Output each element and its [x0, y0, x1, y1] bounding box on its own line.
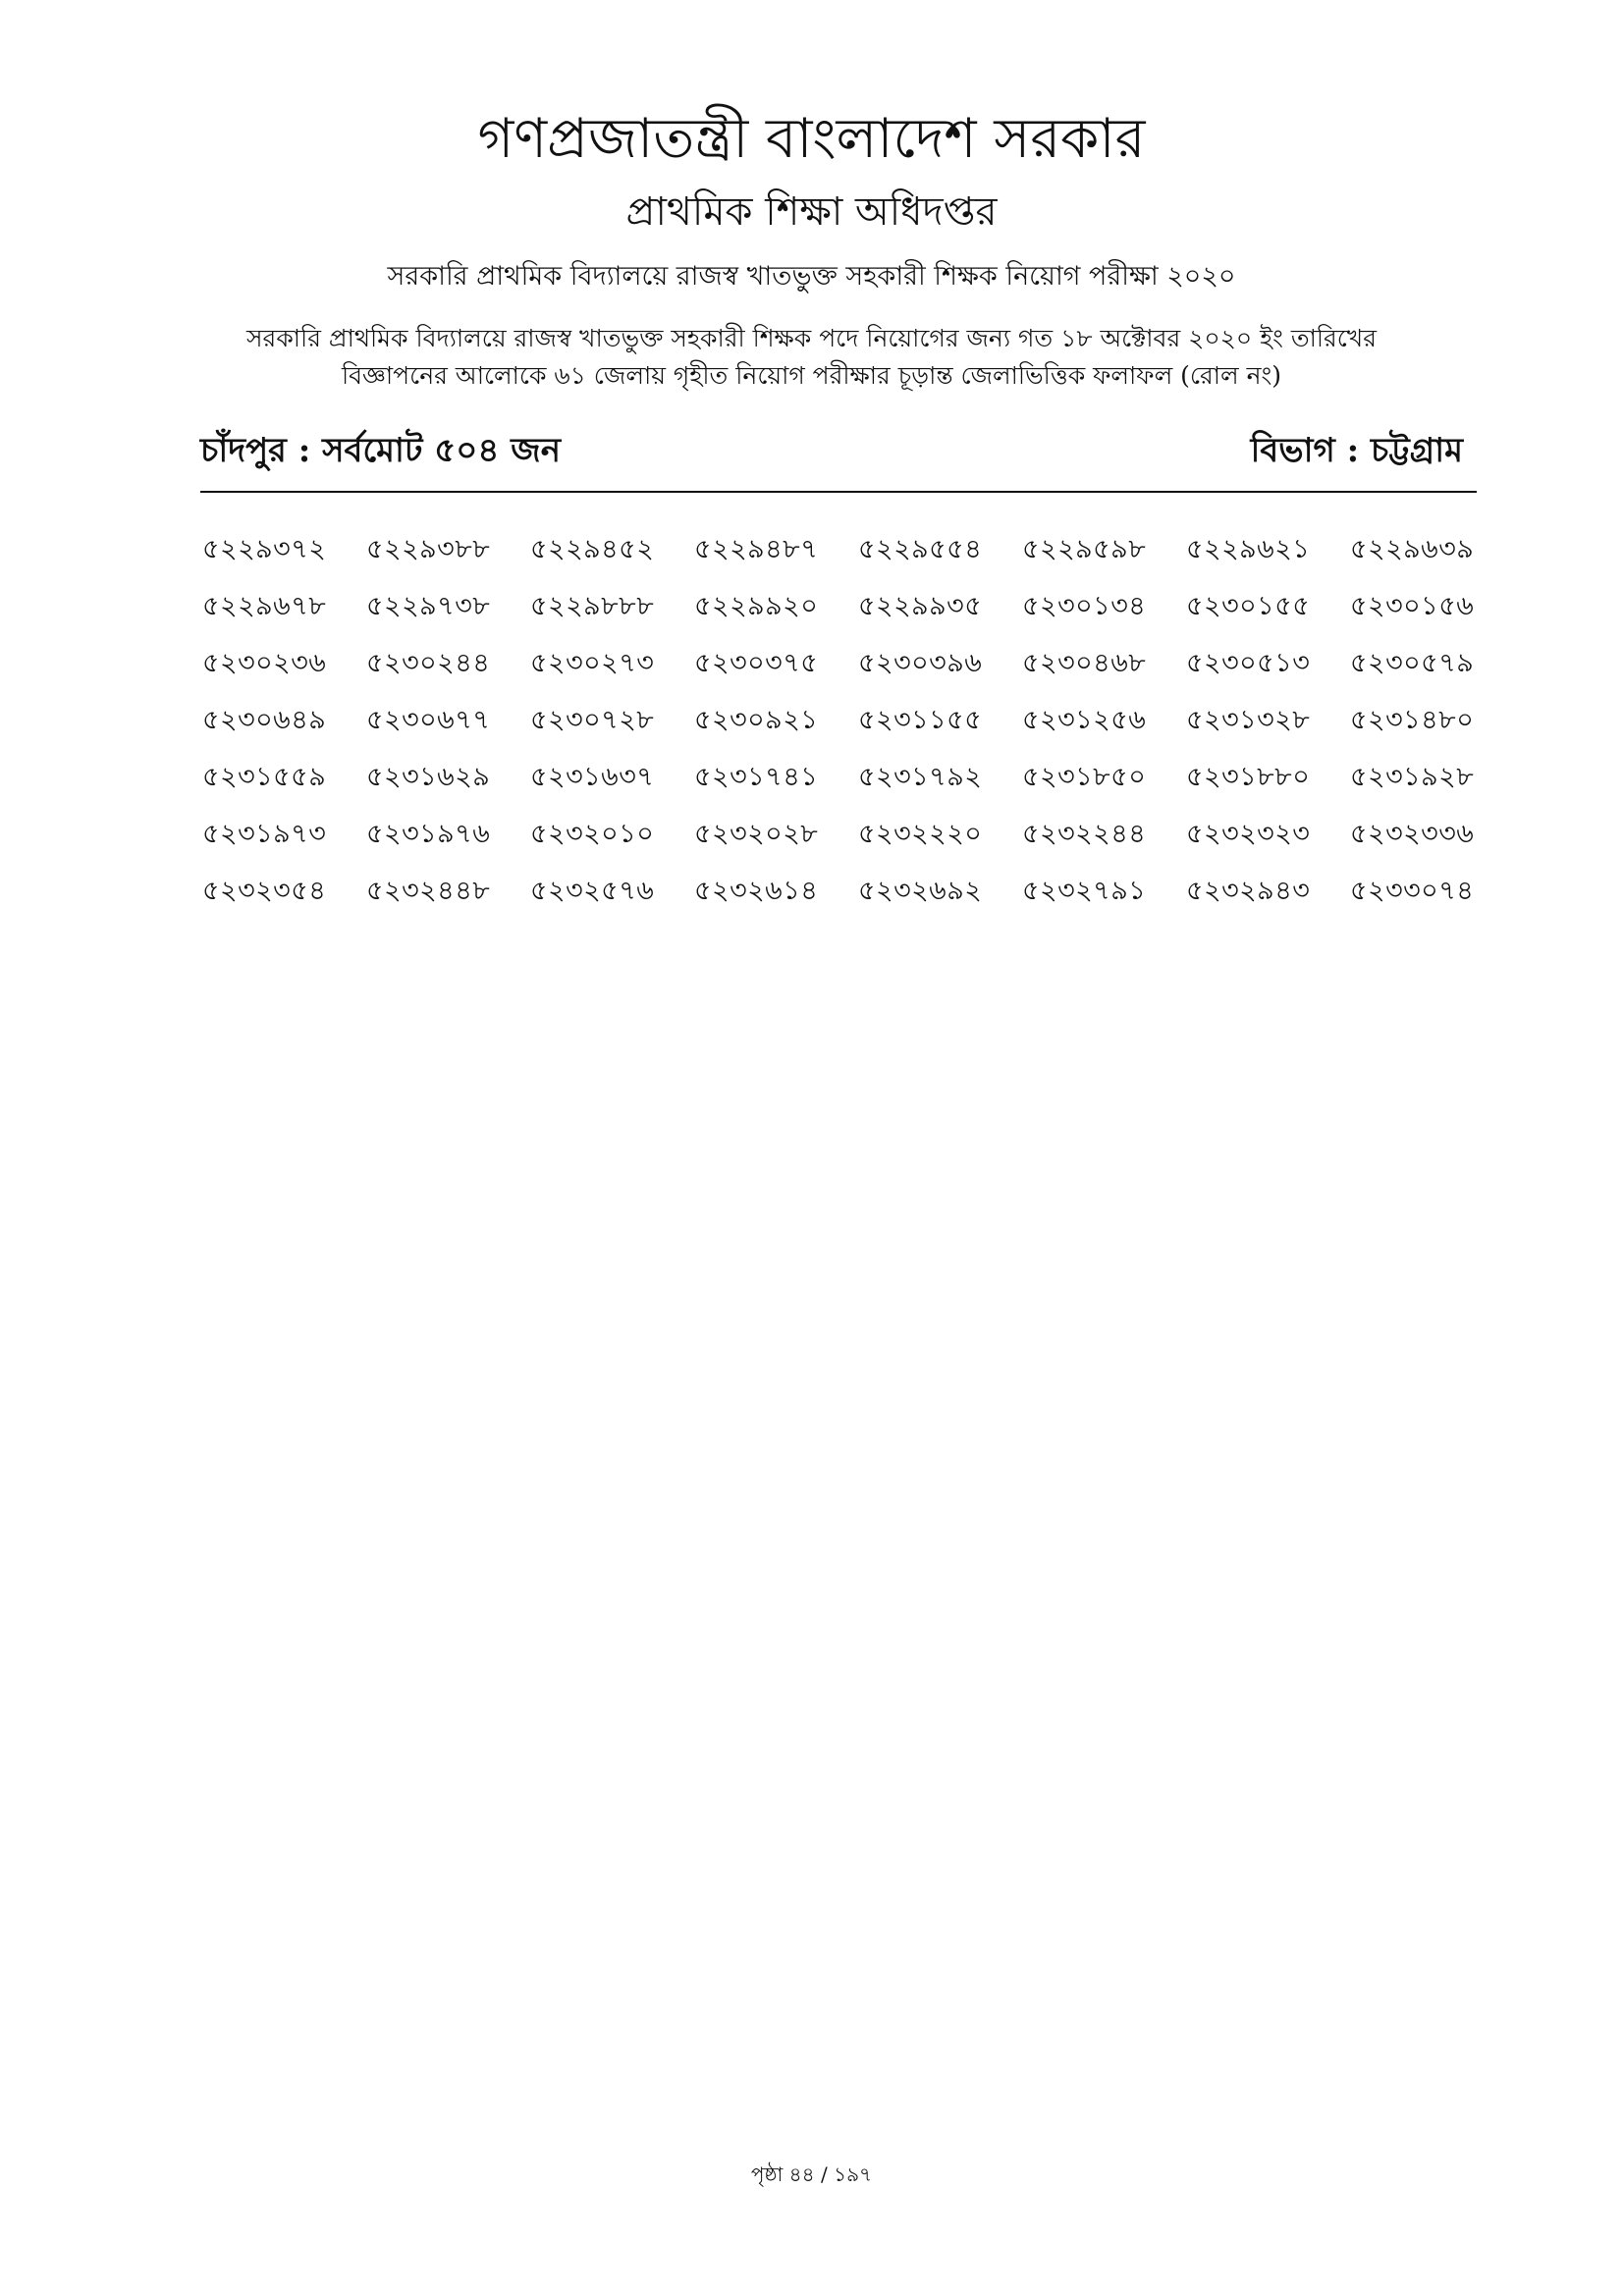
roll-number: ৫২৩০৯২১	[694, 705, 819, 735]
description-line: বিজ্ঞাপনের আলোকে ৬১ জেলায় গৃহীত নিয়োগ পরীক্ষার চূড়ান্ত জেলাভিত্তিক ফলাফল (রোল নং)	[341, 361, 1282, 390]
roll-number: ৫২৩০৫৭৯	[1350, 648, 1475, 678]
roll-number: ৫২৩০২৭৩	[530, 648, 655, 678]
page-number: পৃষ্ঠা ৪৪ / ১৯৭	[750, 2163, 873, 2186]
roll-number: ৫২৩২০২৮	[694, 819, 819, 849]
roll-number: ৫২৩১৭৯২	[858, 762, 983, 792]
heading-divider	[200, 491, 1477, 493]
division-heading: বিভাগ : চট্টগ্রাম	[1250, 431, 1463, 470]
roll-number: ৫২৩০১৫৫	[1186, 591, 1311, 621]
roll-number: ৫২৩১৩২৮	[1186, 705, 1311, 735]
roll-number: ৫২৩১৯৭৩	[202, 819, 327, 849]
roll-number: ৫২৩১১৫৫	[858, 705, 983, 735]
roll-number: ৫২২৯৬৭৮	[202, 591, 327, 621]
roll-number: ৫২৩০৩৯৬	[858, 648, 983, 678]
roll-number: ৫২২৯৬২১	[1186, 534, 1311, 564]
roll-number: ৫২২৯৬৩৯	[1350, 534, 1475, 564]
description-line: সরকারি প্রাথমিক বিদ্যালয়ে রাজস্ব খাতভুক্ত সহকারী শিক্ষক পদে নিয়োগের জন্য গত ১৮ অক্টোবর ২০২০ ইং তারিখের	[246, 324, 1377, 352]
roll-number: ৫২৩০৬৪৯	[202, 705, 327, 735]
roll-number: ৫২৩২২২০	[858, 819, 983, 849]
roll-number: ৫২৩১৬২৯	[366, 762, 491, 792]
department-title: প্রাথমিক শিক্ষা অধিদপ্তর	[625, 189, 998, 235]
roll-number: ৫২৩০২৪৪	[366, 648, 491, 678]
roll-number: ৫২৩১৯২৮	[1350, 762, 1475, 792]
roll-number: ৫২৩১৪৮০	[1350, 705, 1475, 735]
roll-number: ৫২৩১২৫৬	[1022, 705, 1147, 735]
roll-number: ৫২৩২৩২৩	[1186, 819, 1311, 849]
roll-number: ৫২৩১৮৫০	[1022, 762, 1147, 792]
roll-number: ৫২৩০৬৭৭	[366, 705, 491, 735]
roll-number: ৫২২৯৪৮৭	[694, 534, 819, 564]
roll-number: ৫২৩১৮৮০	[1186, 762, 1311, 792]
roll-number: ৫২৩০৫১৩	[1186, 648, 1311, 678]
roll-number: ৫২৩২২৪৪	[1022, 819, 1147, 849]
roll-number-grid	[202, 530, 1518, 929]
roll-number: ৫২২৯৮৮৮	[530, 591, 655, 621]
roll-number: ৫২৩২৩৫৪	[202, 876, 327, 906]
roll-number: ৫২৩২৪৪৮	[366, 876, 491, 906]
exam-title: সরকারি প্রাথমিক বিদ্যালয়ে রাজস্ব খাতভুক্ত সহকারী শিক্ষক নিয়োগ পরীক্ষা ২০২০	[387, 261, 1236, 292]
roll-number: ৫২৩০১৩৪	[1022, 591, 1147, 621]
government-title: গণপ্রজাতন্ত্রী বাংলাদেশ সরকার	[477, 107, 1146, 171]
roll-number: ৫২৩০৭২৮	[530, 705, 655, 735]
roll-number: ৫২৩০১৫৬	[1350, 591, 1475, 621]
roll-number: ৫২৩০২৩৬	[202, 648, 327, 678]
roll-number: ৫২৩১৫৫৯	[202, 762, 327, 792]
result-description	[0, 320, 1623, 395]
roll-number: ৫২২৯৩৭২	[202, 534, 327, 564]
roll-number: ৫২৩২৬১৪	[694, 876, 819, 906]
roll-number: ৫২৩১৭৪১	[694, 762, 819, 792]
roll-number: ৫২৩২৯৪৩	[1186, 876, 1311, 906]
section-heading	[200, 426, 1463, 485]
roll-number: ৫২২৯৫৯৮	[1022, 534, 1147, 564]
roll-number: ৫২৩০৩৭৫	[694, 648, 819, 678]
district-heading: চাঁদপুর : সর্বমোট ৫০৪ জন	[200, 431, 562, 470]
roll-number: ৫২৩১৯৭৬	[366, 819, 491, 849]
roll-number: ৫২২৯৯২০	[694, 591, 819, 621]
roll-number: ৫২২৯৫৫৪	[858, 534, 983, 564]
roll-number: ৫২৩২৭৯১	[1022, 876, 1147, 906]
roll-number: ৫২৩২৩৩৬	[1350, 819, 1475, 849]
roll-number: ৫২৩১৬৩৭	[530, 762, 655, 792]
roll-number: ৫২৩২০১০	[530, 819, 655, 849]
roll-number: ৫২২৯৭৩৮	[366, 591, 491, 621]
roll-number: ৫২৩০৪৬৮	[1022, 648, 1147, 678]
roll-number: ৫২২৯৩৮৮	[366, 534, 491, 564]
roll-number: ৫২৩২৬৯২	[858, 876, 983, 906]
roll-number: ৫২৩২৫৭৬	[530, 876, 655, 906]
roll-number: ৫২২৯৯৩৫	[858, 591, 983, 621]
roll-number: ৫২২৯৪৫২	[530, 534, 655, 564]
roll-number: ৫২৩৩০৭৪	[1350, 876, 1475, 906]
